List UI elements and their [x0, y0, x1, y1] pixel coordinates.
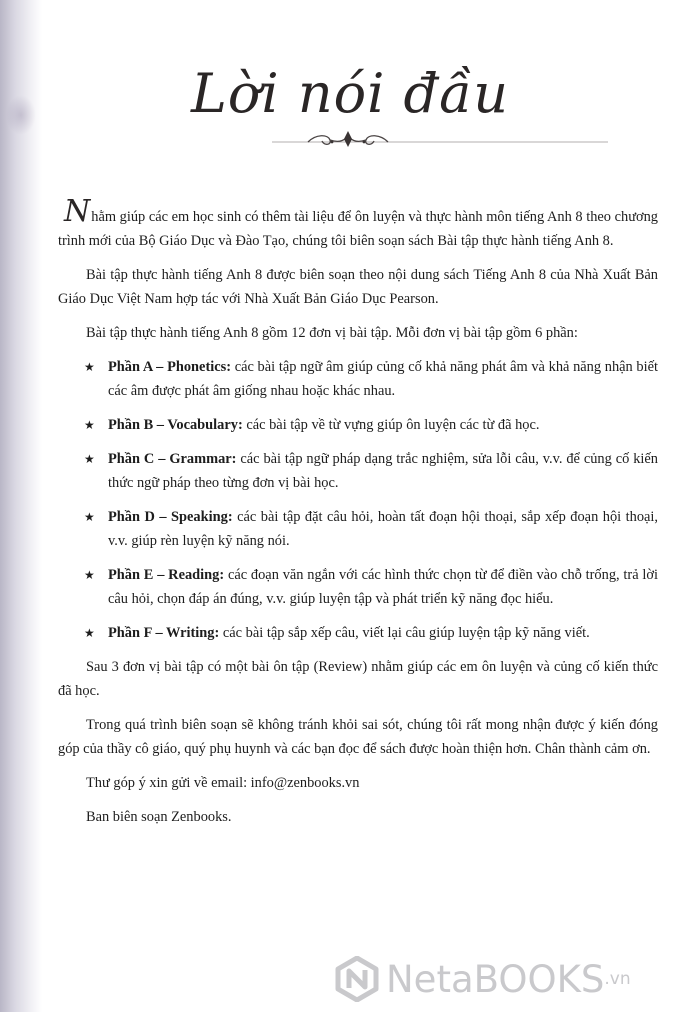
watermark-brand: NetaBOOKS: [386, 957, 605, 1001]
signature: Ban biên soạn Zenbooks.: [86, 809, 232, 825]
part-name: Phần D – Speaking:: [108, 509, 233, 525]
part-name: Phần C – Grammar:: [108, 451, 237, 467]
list-item: [58, 505, 658, 553]
star-icon: ★: [84, 568, 95, 582]
part-desc: các bài tập ngữ âm giúp củng cố khả năng phát âm và khả năng nhận biết các âm được phát âm giống nhau hoặc khác nhau.: [108, 359, 658, 399]
list-item: [58, 413, 658, 437]
part-desc: các bài tập ngữ pháp dạng trắc nghiệm, sửa lỗi câu, v.v. để củng cố kiến thức ngữ pháp theo từng đơn vị bài học.: [108, 451, 659, 491]
star-icon: ★: [84, 452, 95, 466]
intro-paragraph: [58, 194, 658, 253]
part-name: Phần B – Vocabulary:: [108, 417, 243, 433]
star-icon: ★: [84, 360, 95, 374]
drop-cap: N: [64, 194, 91, 229]
parts-list: [58, 355, 658, 645]
part-desc: các đoạn văn ngắn với các hình thức chọn từ để điền vào chỗ trống, trả lời câu hỏi, chọn đáp án đúng, v.v. giúp luyện tập và phát triển kỹ năng đọc hiểu.: [108, 567, 659, 607]
paragraph-3: Bài tập thực hành tiếng Anh 8 gồm 12 đơn vị bài tập. Mỗi đơn vị bài tập gồm 6 phần:: [86, 325, 578, 341]
list-item: [58, 621, 658, 645]
star-icon: ★: [84, 418, 95, 432]
watermark: [334, 952, 631, 1006]
star-icon: ★: [84, 626, 95, 640]
preface-body: [58, 194, 659, 839]
paragraph-5: Trong quá trình biên soạn sẽ không tránh khỏi sai sót, chúng tôi rất mong nhận được ý kiến đóng góp của thầy cô giáo, quý phụ huynh và các bạn đọc để sách được hoàn thiện hơn. Chân thành cảm ơn.: [58, 717, 658, 757]
star-icon: ★: [84, 510, 95, 524]
paragraph-4: Sau 3 đơn vị bài tập có một bài ôn tập (Review) nhằm giúp các em ôn luyện và củng cố kiến thức đã học.: [58, 659, 658, 699]
contact-email: Thư góp ý xin gửi về email: info@zenbooks.vn: [86, 775, 360, 791]
part-desc: các bài tập đặt câu hỏi, hoàn tất đoạn hội thoại, sắp xếp đoạn hội thoại, v.v. giúp rèn luyện kỹ năng nói.: [108, 509, 658, 549]
intro-text: hằm giúp các em học sinh có thêm tài liệu để ôn luyện và thực hành môn tiếng Anh 8 theo chương trình mới của Bộ Giáo Dục và Đào Tạo, chúng tôi biên soạn sách Bài tập thực hành tiếng Anh 8.: [58, 209, 658, 249]
part-name: Phần A – Phonetics:: [108, 359, 232, 375]
page-title: Lời nói đầu: [191, 62, 509, 125]
binding-shadow: [0, 0, 42, 1012]
netabooks-logo-icon: [334, 956, 380, 1002]
part-desc: các bài tập về từ vựng giúp ôn luyện các từ đã học.: [242, 417, 540, 433]
list-item: [58, 355, 658, 403]
paragraph-2: Bài tập thực hành tiếng Anh 8 được biên soạn theo nội dung sách Tiếng Anh 8 của Nhà Xuất Bản Giáo Dục Việt Nam hợp tác với Nhà Xuất Bản Giáo Dục Pearson.: [58, 267, 658, 307]
part-name: Phần E – Reading:: [108, 567, 225, 583]
list-item: [58, 447, 658, 495]
ornament-divider-icon: [272, 128, 608, 152]
list-item: [58, 563, 658, 611]
part-desc: các bài tập sắp xếp câu, viết lại câu giúp luyện tập kỹ năng viết.: [219, 625, 590, 641]
part-name: Phần F – Writing:: [108, 625, 220, 641]
watermark-tld: .vn: [604, 969, 631, 989]
